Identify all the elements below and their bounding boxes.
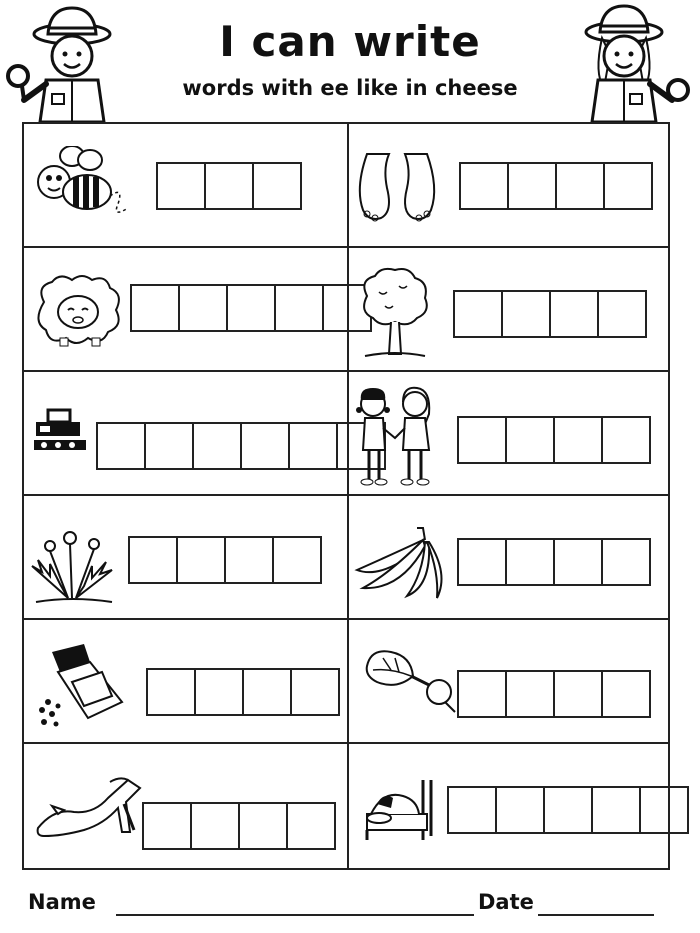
letter-boxes[interactable] bbox=[96, 422, 386, 470]
letter-box[interactable] bbox=[555, 418, 603, 462]
letter-box[interactable] bbox=[507, 672, 555, 716]
letter-box[interactable] bbox=[276, 286, 324, 330]
letter-box[interactable] bbox=[132, 286, 180, 330]
date-input-line[interactable] bbox=[538, 914, 654, 916]
letter-box[interactable] bbox=[244, 670, 292, 714]
word-cell bbox=[349, 124, 671, 248]
peel-icon bbox=[353, 524, 453, 604]
letter-box[interactable] bbox=[194, 424, 242, 468]
letter-box[interactable] bbox=[497, 788, 545, 832]
letter-box[interactable] bbox=[603, 418, 649, 462]
seeds-icon bbox=[32, 642, 132, 732]
letter-box[interactable] bbox=[459, 672, 507, 716]
bee-icon bbox=[32, 146, 132, 226]
letter-box[interactable] bbox=[148, 670, 196, 714]
letter-box[interactable] bbox=[557, 164, 605, 208]
worksheet-header bbox=[0, 0, 700, 120]
letter-box[interactable] bbox=[593, 788, 641, 832]
page-subtitle: words with ee like in cheese bbox=[182, 76, 518, 100]
word-cell bbox=[349, 372, 671, 496]
letter-box[interactable] bbox=[288, 804, 334, 848]
date-label: Date bbox=[478, 890, 534, 914]
weed-icon bbox=[28, 526, 118, 606]
letter-box[interactable] bbox=[206, 164, 254, 208]
beet-icon bbox=[361, 646, 461, 716]
word-cell bbox=[24, 372, 346, 496]
letter-box[interactable] bbox=[459, 540, 507, 584]
kids-meet-icon bbox=[351, 384, 441, 490]
letter-box[interactable] bbox=[178, 538, 226, 582]
word-cell bbox=[24, 124, 346, 248]
letter-box[interactable] bbox=[507, 540, 555, 584]
letter-box[interactable] bbox=[603, 672, 649, 716]
letter-boxes[interactable] bbox=[457, 416, 651, 464]
worksheet-footer bbox=[28, 884, 668, 924]
letter-box[interactable] bbox=[254, 164, 300, 208]
letter-box[interactable] bbox=[449, 788, 497, 832]
letter-boxes[interactable] bbox=[459, 162, 653, 210]
word-cell bbox=[24, 248, 346, 372]
word-cell bbox=[24, 620, 346, 744]
letter-boxes[interactable] bbox=[457, 538, 651, 586]
letter-box[interactable] bbox=[226, 538, 274, 582]
explorer-girl-icon bbox=[562, 4, 692, 128]
word-cell bbox=[349, 744, 671, 868]
page-title: I can write bbox=[219, 17, 481, 66]
word-cell bbox=[24, 496, 346, 620]
letter-box[interactable] bbox=[290, 424, 338, 468]
letter-box[interactable] bbox=[605, 164, 651, 208]
letter-box[interactable] bbox=[196, 670, 244, 714]
letter-box[interactable] bbox=[641, 788, 687, 832]
letter-boxes[interactable] bbox=[130, 284, 372, 332]
letter-boxes[interactable] bbox=[453, 290, 647, 338]
heel-icon bbox=[34, 774, 144, 844]
letter-box[interactable] bbox=[144, 804, 192, 848]
letter-boxes[interactable] bbox=[146, 668, 340, 716]
letter-box[interactable] bbox=[228, 286, 276, 330]
letter-boxes[interactable] bbox=[142, 802, 336, 850]
letter-box[interactable] bbox=[507, 418, 555, 462]
letter-box[interactable] bbox=[545, 788, 593, 832]
letter-boxes[interactable] bbox=[156, 162, 302, 210]
letter-box[interactable] bbox=[192, 804, 240, 848]
letter-box[interactable] bbox=[603, 540, 649, 584]
letter-box[interactable] bbox=[98, 424, 146, 468]
letter-box[interactable] bbox=[292, 670, 338, 714]
letter-box[interactable] bbox=[455, 292, 503, 336]
letter-box[interactable] bbox=[158, 164, 206, 208]
letter-box[interactable] bbox=[503, 292, 551, 336]
explorer-boy-icon bbox=[4, 4, 134, 128]
letter-boxes[interactable] bbox=[457, 670, 651, 718]
letter-box[interactable] bbox=[240, 804, 288, 848]
tree-icon bbox=[355, 266, 435, 362]
feet-icon bbox=[353, 148, 453, 228]
letter-boxes[interactable] bbox=[447, 786, 689, 834]
sleep-icon bbox=[363, 774, 443, 844]
letter-box[interactable] bbox=[459, 418, 507, 462]
name-input-line[interactable] bbox=[116, 914, 474, 916]
letter-box[interactable] bbox=[599, 292, 645, 336]
letter-box[interactable] bbox=[509, 164, 557, 208]
letter-box[interactable] bbox=[551, 292, 599, 336]
letter-box[interactable] bbox=[461, 164, 509, 208]
letter-box[interactable] bbox=[242, 424, 290, 468]
name-label: Name bbox=[28, 890, 96, 914]
letter-box[interactable] bbox=[274, 538, 320, 582]
jeep-icon bbox=[30, 408, 90, 464]
sheep-icon bbox=[30, 272, 130, 352]
letter-box[interactable] bbox=[146, 424, 194, 468]
letter-box[interactable] bbox=[130, 538, 178, 582]
letter-box[interactable] bbox=[180, 286, 228, 330]
word-cell bbox=[349, 248, 671, 372]
word-cell bbox=[349, 620, 671, 744]
word-cell bbox=[24, 744, 346, 868]
letter-box[interactable] bbox=[555, 672, 603, 716]
letter-box[interactable] bbox=[555, 540, 603, 584]
letter-boxes[interactable] bbox=[128, 536, 322, 584]
word-cell bbox=[349, 496, 671, 620]
word-grid bbox=[22, 122, 670, 870]
